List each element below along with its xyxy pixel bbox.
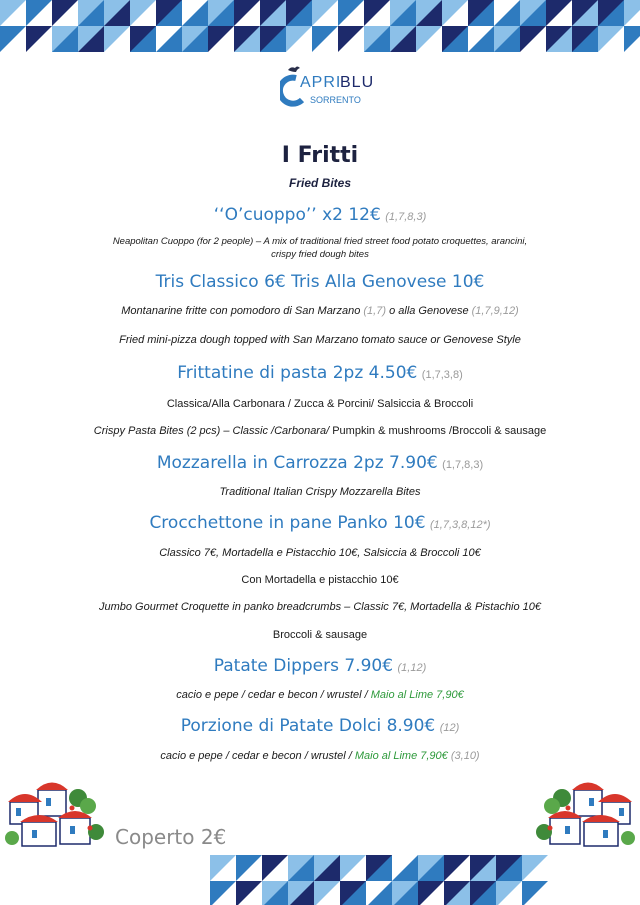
allergen-codes: (1,7,8,3)	[385, 211, 427, 223]
description-highlight: Maio al Lime 7,90€	[354, 750, 448, 762]
page-subtitle: Fried Bites	[288, 176, 351, 190]
allergen-codes: (3,10)	[450, 750, 480, 762]
description-text: cacio e pepe / cedar e becon / wrustel /	[160, 750, 352, 762]
dish-title: Tris Classico 6€ Tris Alla Genovese 10€	[155, 272, 485, 292]
village-houses-icon	[530, 772, 640, 857]
dish-description	[0, 689, 640, 701]
bottom-tile-border	[0, 855, 640, 905]
description-text: cacio e pepe / cedar e becon / wrustel /	[176, 689, 368, 701]
description-highlight: Maio al Lime 7,90€	[370, 689, 464, 701]
description-line: crispy fried dough bites	[271, 249, 369, 260]
allergen-codes: (1,7)	[363, 305, 387, 317]
menu-item-mozzarella	[0, 453, 640, 473]
menu-item-patate-dippers	[0, 656, 640, 676]
brand-logo	[280, 62, 375, 112]
allergen-codes: (1,7,3,8)	[421, 369, 463, 381]
dish-description: Broccoli & sausage	[272, 629, 368, 641]
tile-pattern-top	[0, 0, 640, 52]
dish-title: Porzione di Patate Dolci 8.90€	[180, 716, 436, 736]
allergen-codes: (1,7,3,8,12*)	[430, 519, 491, 531]
description-text: Pumpkin & mushrooms /Broccoli & sausage	[332, 425, 547, 437]
dish-title: Crocchettone in pane Panko 10€	[149, 513, 426, 533]
description-text: Crispy Pasta Bites (2 pcs) – Classic /Carbonara/	[93, 425, 330, 437]
menu-item-cuoppo	[0, 205, 640, 225]
menu-item-frittatine	[0, 363, 640, 383]
dish-description: Classica/Alla Carbonara / Zucca & Porcini/ Salsiccia & Broccoli	[166, 398, 474, 410]
allergen-codes: (1,7,9,12)	[471, 305, 519, 317]
page-title: I Fritti	[281, 143, 359, 168]
menu-item-crocchettone	[0, 513, 640, 533]
dish-title: Frittatine di pasta 2pz 4.50€	[177, 363, 418, 383]
description-text: Montanarine fritte con pomodoro di San Marzano	[121, 305, 361, 317]
tile-pattern-bottom	[0, 855, 640, 905]
dish-description	[0, 235, 640, 261]
allergen-codes: (1,12)	[397, 662, 427, 674]
village-houses-icon	[0, 772, 110, 857]
menu-item-patate-dolci	[0, 716, 640, 736]
brand-name-right: BLU	[340, 74, 375, 91]
description-line: Neapolitan Cuoppo (for 2 people) – A mix of traditional fried street food potato croquettes, arancini,	[112, 236, 528, 247]
dish-description	[0, 750, 640, 762]
cover-charge: Coperto 2€	[115, 825, 227, 849]
allergen-codes: (12)	[439, 722, 460, 734]
dish-description	[0, 305, 640, 317]
brand-city: SORRENTO	[310, 95, 361, 105]
dish-description: Fried mini-pizza dough topped with San Marzano tomato sauce or Genovese Style	[119, 334, 521, 346]
dish-title: Patate Dippers 7.90€	[213, 656, 394, 676]
village-illustration-left	[0, 772, 110, 857]
dish-description: Classico 7€, Mortadella e Pistacchio 10€, Salsiccia & Broccoli 10€	[159, 547, 481, 559]
dish-title: Mozzarella in Carrozza 2pz 7.90€	[156, 453, 438, 473]
brand-name-left: APRI	[300, 74, 342, 91]
allergen-codes: (1,7,8,3)	[442, 459, 484, 471]
dish-description: Con Mortadella e pistacchio 10€	[241, 574, 399, 586]
description-text: o alla Genovese	[389, 305, 469, 317]
dish-title: ‘‘O’cuoppo’’ x2 12€	[213, 205, 381, 225]
village-illustration-right	[530, 772, 640, 857]
dish-description	[0, 425, 640, 437]
top-tile-border	[0, 0, 640, 52]
dish-description: Jumbo Gourmet Croquette in panko breadcrumbs – Classic 7€, Mortadella & Pistachio 10€	[98, 601, 542, 613]
dish-description: Traditional Italian Crispy Mozzarella Bites	[219, 486, 421, 498]
